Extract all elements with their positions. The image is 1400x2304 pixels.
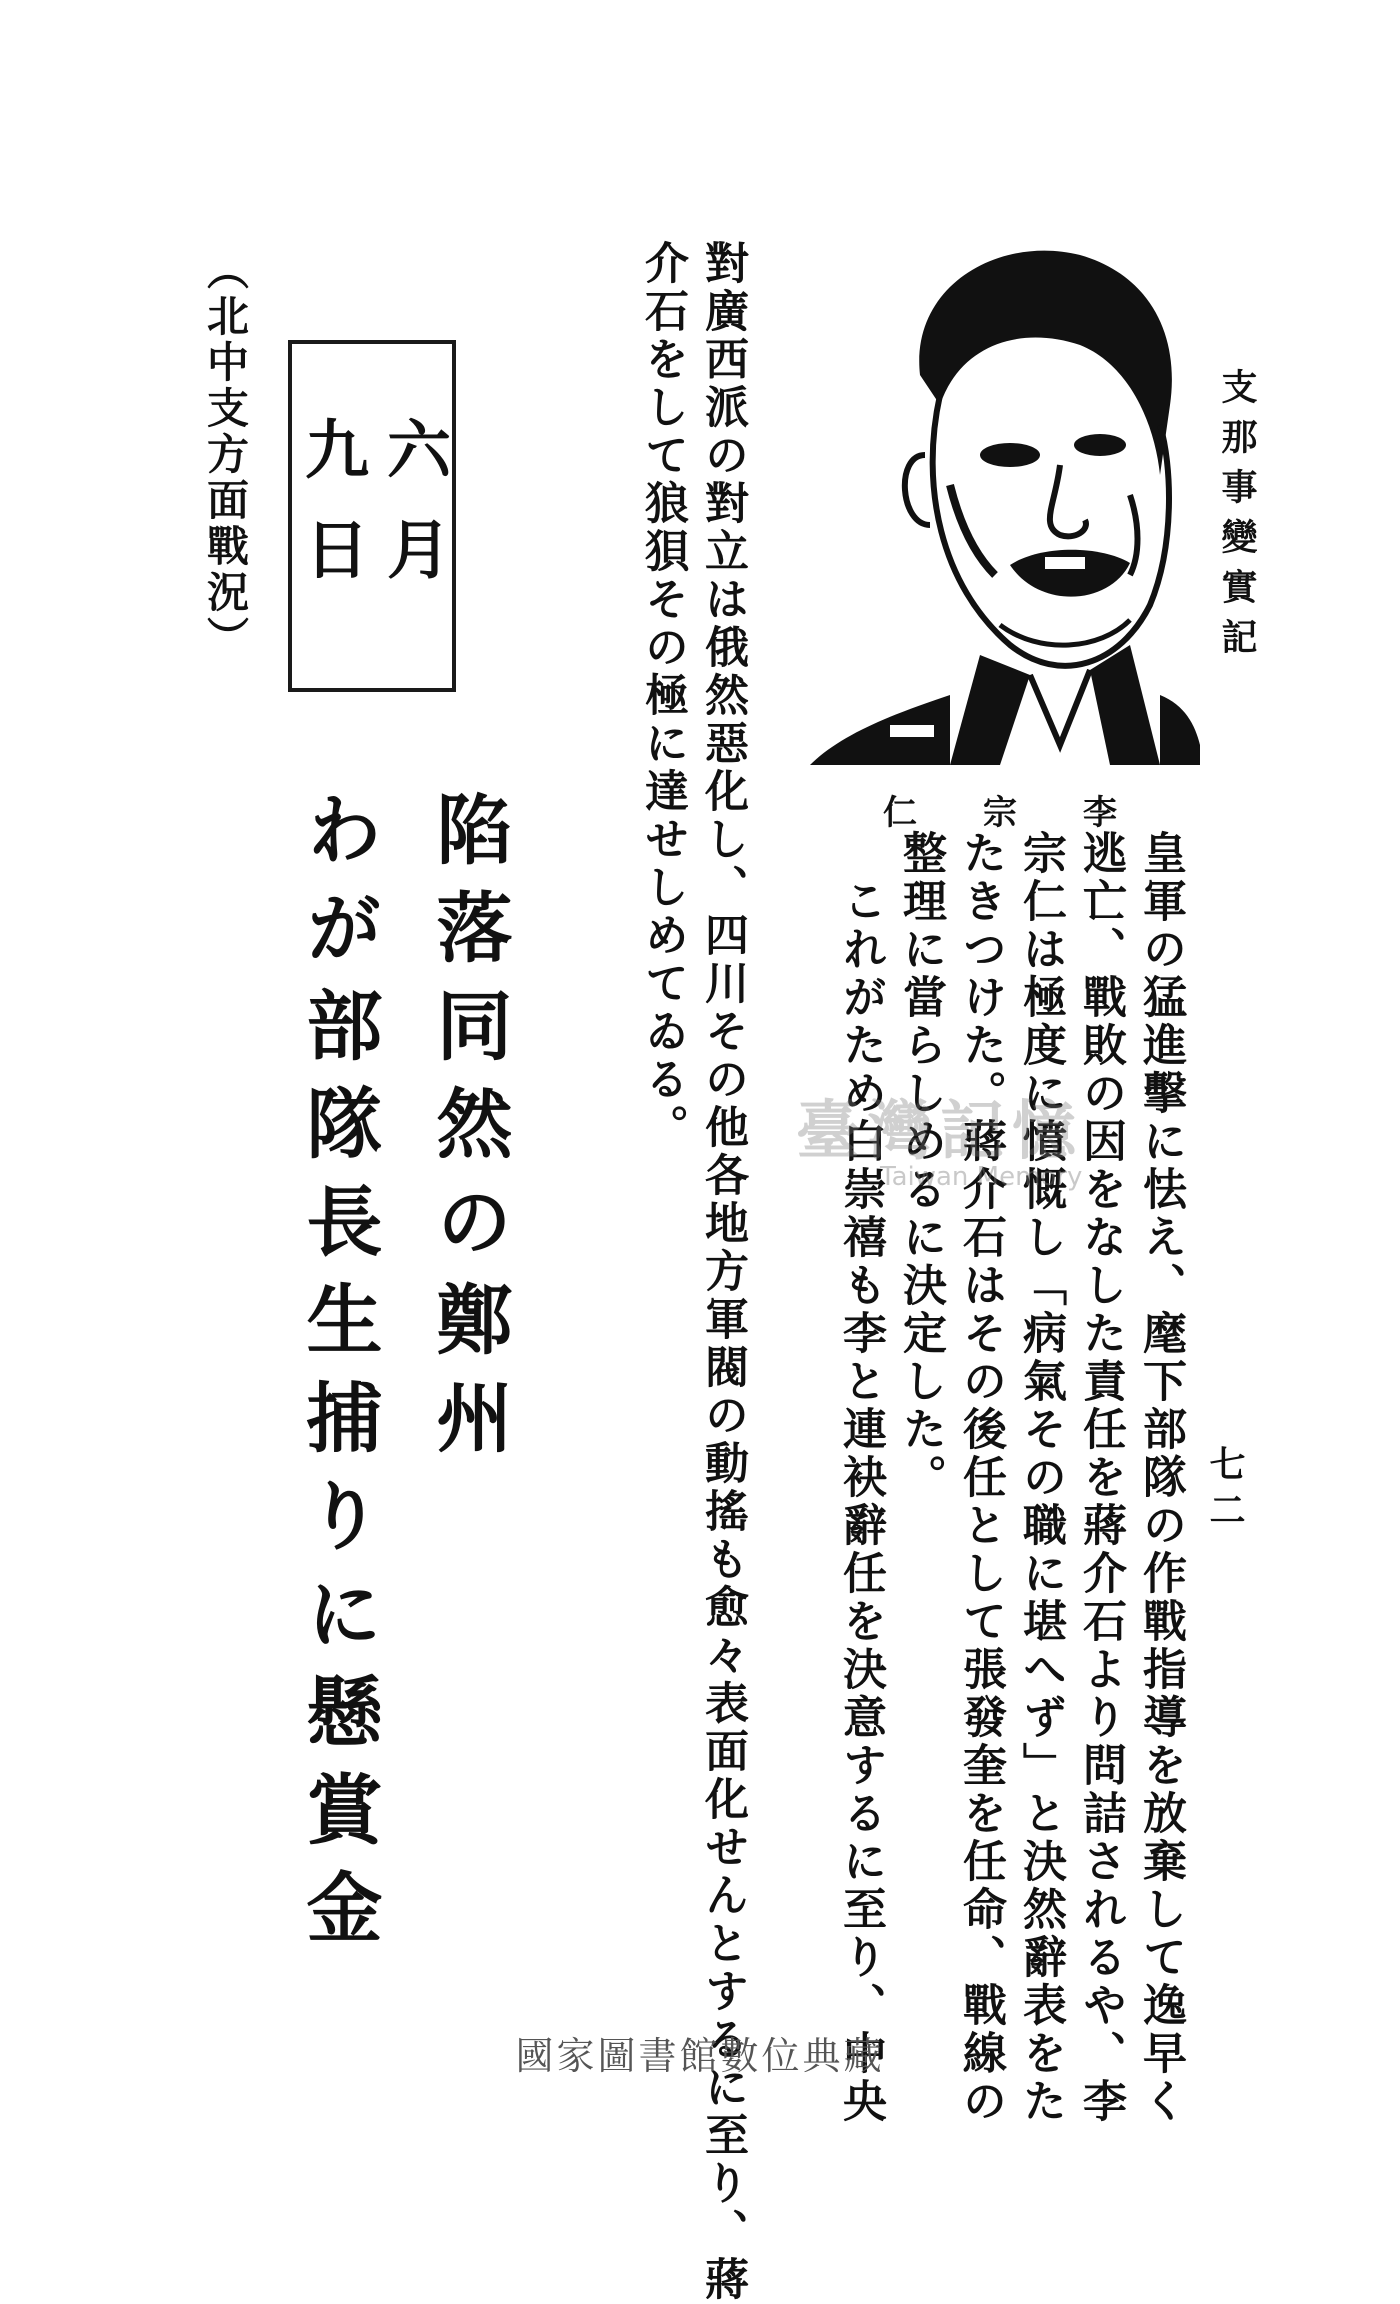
body-text-column-right: 皇軍の猛進擊に怯え、麾下部隊の作戰指導を放棄して逸早く 逃亡、戰敗の因をなした責任を蔣介石より問詰されるや、李 宗仁は極度に憤慨し「病氣その職に堪へず」と決然辭表をた たきつけた。蔣介石はその後任として張發奎を任命、戰線の 整理に當らしめるに決定した。 これがため白崇禧も李と連袂辭任を決意するに至り、中央 bbox=[835, 830, 1186, 2126]
page-number: 七二 bbox=[1204, 1445, 1246, 1537]
headline-sub: わが部隊長生捕りに懸賞金 bbox=[294, 790, 383, 1966]
portrait-caption-char: 仁 bbox=[883, 793, 917, 833]
portrait-caption-char: 李 bbox=[1083, 793, 1117, 833]
portrait-illustration bbox=[800, 225, 1200, 765]
footer-credit: 國家圖書館數位典藏 bbox=[515, 2034, 885, 2078]
running-head: 支那事變實記 bbox=[1216, 368, 1258, 668]
date-day: 九日 bbox=[294, 416, 369, 616]
date-month: 六月 bbox=[376, 416, 451, 616]
section-label: （北中支方面戰況） bbox=[201, 248, 250, 662]
watermark-logo: 臺灣記憶 bbox=[796, 1094, 1084, 1169]
headline-main: 陷落同然の鄭州 bbox=[424, 790, 513, 1476]
watermark-subtitle: Taiwan Memory bbox=[880, 1162, 1083, 1192]
date-box bbox=[288, 340, 456, 692]
body-text-column-left: 對廣西派の對立は俄然惡化し、四川その他各地方軍閥の動搖も愈々表面化せんとするに至り、蔣 介石をして狼狽その極に達せしめてゐる。 bbox=[637, 240, 748, 2304]
portrait-caption-char: 宗 bbox=[983, 793, 1017, 833]
